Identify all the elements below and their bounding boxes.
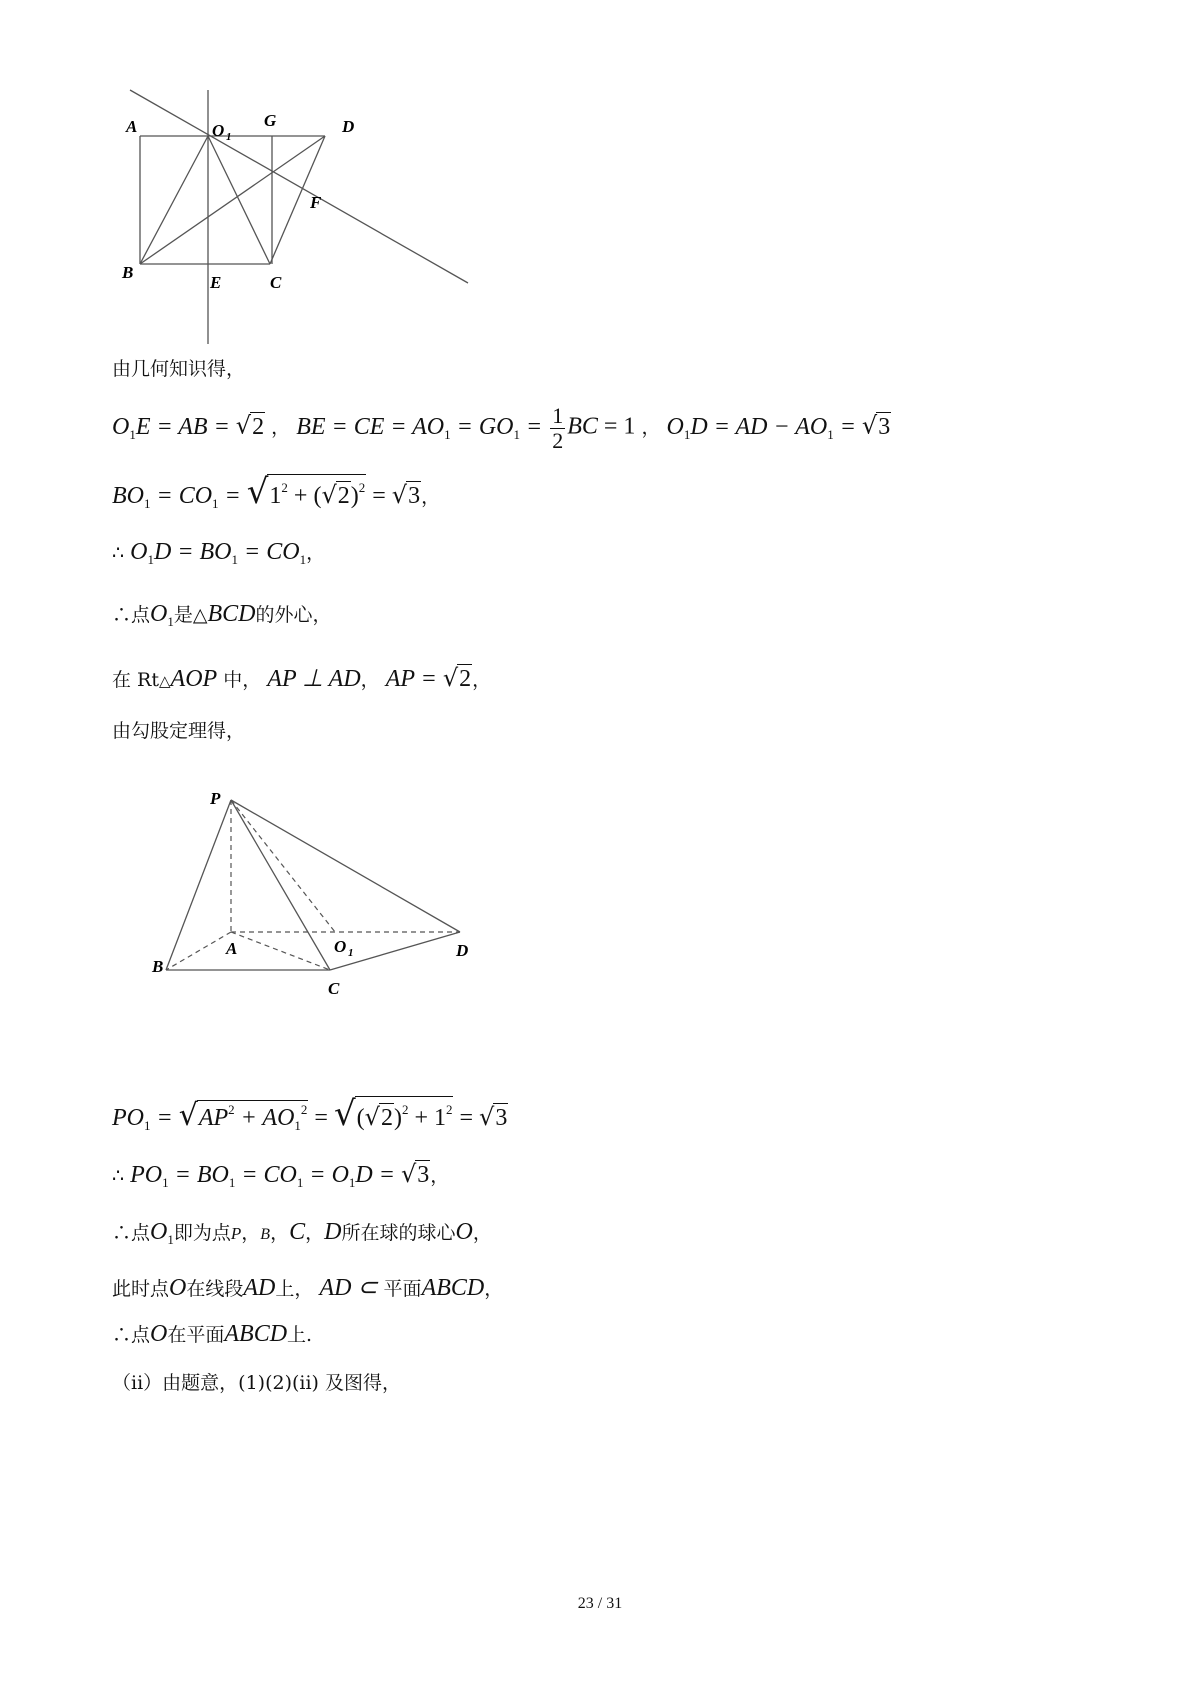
page-number: 23 / 31 (577, 1595, 623, 1612)
formula-line-2: $O_1E$ = AB = √2 ， BE = CE = $AO_1 = GO_1$ = $\frac{1}{2}$ BC = 1 ， $O_1D$ = AD − $AO_1 = √3$ (112, 403, 891, 454)
text-line-7: 由勾股定理得， (112, 720, 246, 742)
label-D: D (456, 941, 469, 960)
formula-line-8: $PO_1 = √AP^2 + AO_1^2 = √(√2)^2 + 1^2 = √3$ (112, 1094, 508, 1134)
label-C: C (270, 273, 282, 292)
label-O1: O (334, 937, 347, 956)
line-1-text: 由几何知识得， (112, 358, 246, 380)
text-line-1 (112, 360, 245, 379)
label-O1-sub: 1 (226, 131, 232, 143)
formula-line-4: ∴ $O_1D = BO_1 = CO_1$， (112, 539, 326, 567)
label-D: D (342, 117, 355, 136)
label-E: E (210, 273, 222, 292)
text-line-11: 此时点O在线段AD上， AD ⊂ 平面ABCD， (112, 1275, 504, 1301)
label-C: C (328, 979, 340, 998)
label-A: A (226, 939, 238, 958)
label-G: G (264, 111, 277, 130)
comma: ， (641, 416, 661, 439)
label-O1-sub: 1 (348, 947, 354, 959)
formula-line-9: ∴ $PO_1 = BO_1 = CO_1 = O_1D = √3$， (112, 1160, 450, 1190)
text-line-10: ∴点$O_1$即为点P，B，C，D所在球的球心O， (112, 1219, 492, 1247)
label-F: F (310, 193, 322, 212)
label-B: B (122, 263, 134, 282)
label-A: A (126, 117, 138, 136)
text-line-13: （ii）由题意，(1)(2)(ii) 及图得， (112, 1372, 401, 1394)
text-line-12: ∴点O在平面ABCD上. (112, 1321, 313, 1347)
label-B: B (152, 957, 164, 976)
figure-plane-geometry (120, 88, 480, 348)
text-line-5: ∴点$O_1$是△BCD的外心， (112, 601, 332, 629)
figure-pyramid (150, 790, 480, 1010)
label-P: P (210, 790, 221, 808)
label-O1: O (212, 121, 225, 140)
text-line-6: 在 Rt△AOP 中， AP ⊥ AD， AP = √2， (112, 664, 492, 692)
comma: ， (271, 416, 291, 439)
formula-line-3: $BO_1 = CO_1 = √1^2 + (√2)^2 = √3$， (112, 472, 441, 512)
